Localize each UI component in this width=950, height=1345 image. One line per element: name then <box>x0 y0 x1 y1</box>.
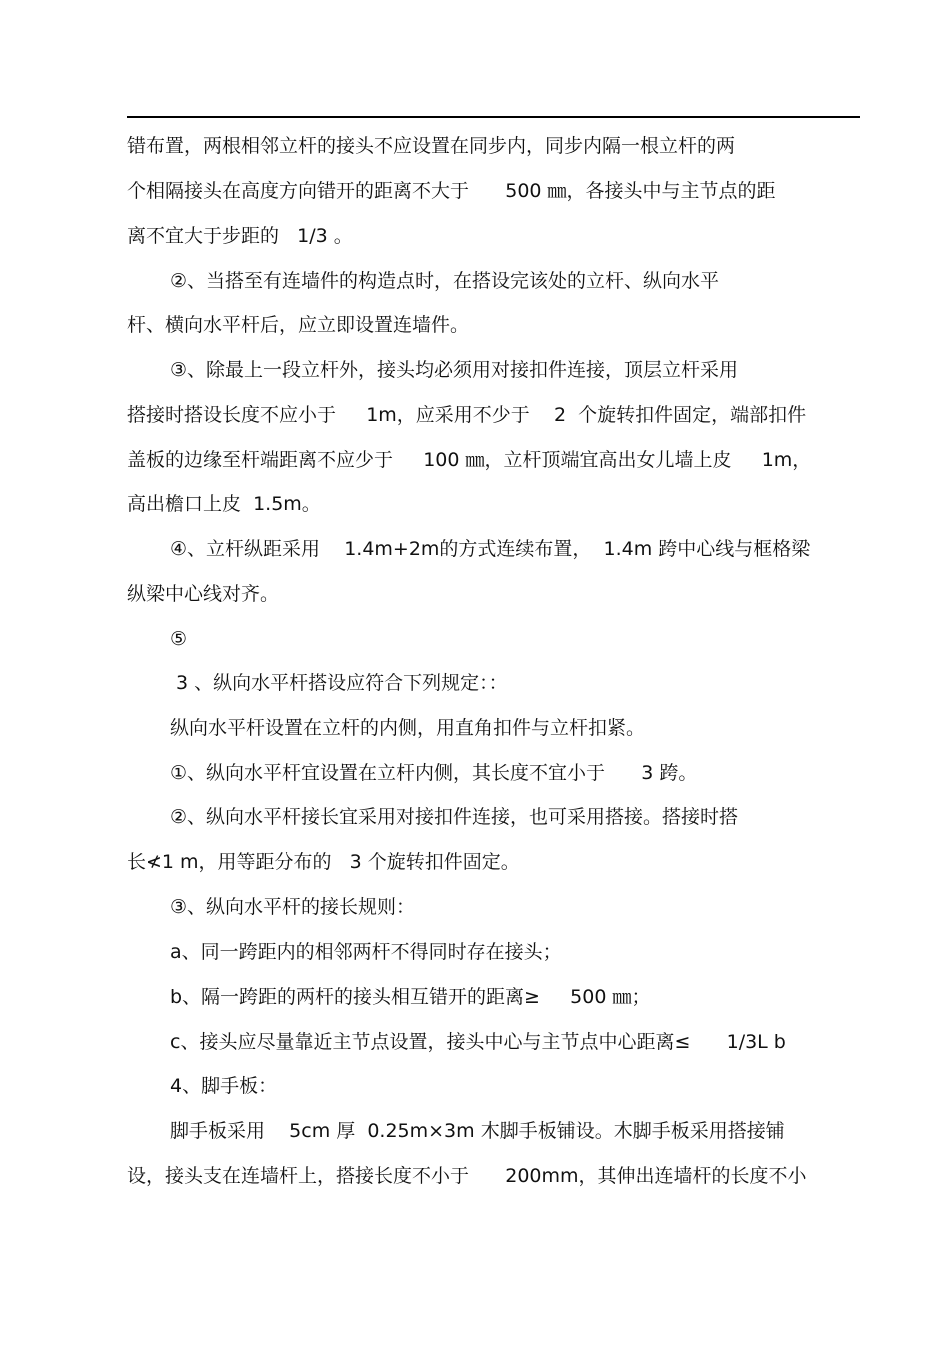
list-item: b、隔一跨距的两杆的接头相互错开的距离≥ 500 ㎜； <box>170 986 651 1008</box>
text-line: ④、立杆纵距采用 1.4m+2m的方式连续布置， 1.4m 跨中心线与框格梁 <box>170 538 811 560</box>
text-line: 盖板的边缘至杆端距离不应少于 100 ㎜，立杆顶端宜高出女儿墙上皮 1m， <box>127 449 812 471</box>
text-line: ②、纵向水平杆接长宜采用对接扣件连接，也可采用搭接。搭接时搭 <box>170 806 739 828</box>
text-line: ①、纵向水平杆宜设置在立杆内侧，其长度不宜小于 3 跨。 <box>170 762 698 784</box>
text-line: 脚手板采用 5cm 厚 0.25m×3m 木脚手板铺设。木脚手板采用搭接铺 <box>170 1120 785 1142</box>
text-line: 个相隔接头在高度方向错开的距离不大于 500 ㎜，各接头中与主节点的距 <box>127 180 776 202</box>
text-line: 设，接头支在连墙杆上，搭接长度不小于 200mm，其伸出连墙杆的长度不小 <box>127 1165 807 1187</box>
text-line: 纵向水平杆设置在立杆的内侧，用直角扣件与立杆扣紧。 <box>170 717 646 739</box>
text-line: ③、除最上一段立杆外，接头均必须用对接扣件连接，顶层立杆采用 <box>170 359 739 381</box>
list-item: c、接头应尽量靠近主节点设置，接头中心与主节点中心距离≤ 1/3L b <box>170 1031 786 1053</box>
header-rule <box>127 116 860 118</box>
text-line: 错布置，两根相邻立杆的接头不应设置在同步内，同步内隔一根立杆的两 <box>127 135 736 157</box>
text-line: 高出檐口上皮 1.5m。 <box>127 493 321 515</box>
text-line: 离不宜大于步距的 1/3 。 <box>127 225 353 247</box>
text-line: 杆、横向水平杆后，应立即设置连墙件。 <box>127 314 470 336</box>
text-line: 纵梁中心线对齐。 <box>127 583 280 605</box>
text-line: ③、纵向水平杆的接长规则： <box>170 896 416 918</box>
text-line: 长≮1 m，用等距分布的 3 个旋转扣件固定。 <box>127 851 520 873</box>
section-heading: 3 、纵向水平杆搭设应符合下列规定：： <box>170 672 508 694</box>
list-item: a、同一跨距内的相邻两杆不得同时存在接头； <box>170 941 562 963</box>
text-line: 搭接时搭设长度不应小于 1m，应采用不少于 2 个旋转扣件固定，端部扣件 <box>127 404 807 426</box>
text-line: ⑤ <box>170 628 188 650</box>
text-line: ②、当搭至有连墙件的构造点时，在搭设完该处的立杆、纵向水平 <box>170 270 720 292</box>
section-heading: 4、脚手板： <box>170 1075 278 1097</box>
